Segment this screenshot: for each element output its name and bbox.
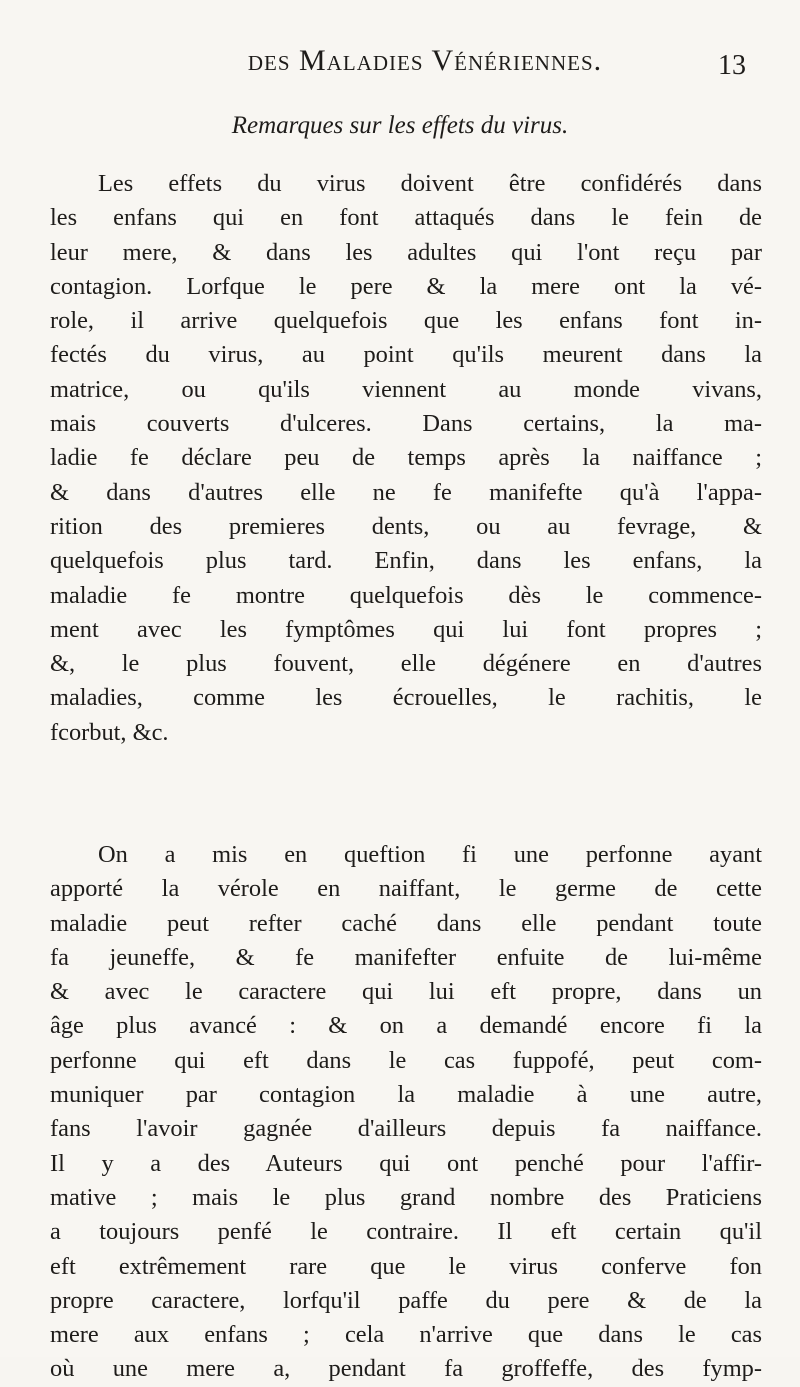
text-line: eft extrêmement rare que le virus conferve fon (50, 1252, 762, 1280)
text-line: fa jeuneffe, & fe manifefter enfuite de lui-même (50, 943, 762, 971)
text-line: quelquefois plus tard. Enfin, dans les enfans, la (50, 547, 762, 575)
text-line: mais couverts d'ulceres. Dans certains, la ma- (50, 410, 762, 438)
text-line: & dans d'autres elle ne fe manifefte qu'à l'appa- (50, 478, 762, 506)
text-line: On a mis en queftion fi une perfonne ayant (98, 841, 762, 868)
text-line: maladie peut refter caché dans elle pendant toute (50, 909, 762, 937)
text-line: matrice, ou qu'ils viennent au monde vivans, (50, 375, 762, 403)
text-line: maladies, comme les écrouelles, le rachitis, le (50, 684, 762, 712)
text-line: fans l'avoir gagnée d'ailleurs depuis fa naiffance. (50, 1115, 762, 1143)
text-line: a toujours penfé le contraire. Il eft certain qu'il (50, 1218, 762, 1246)
running-header: des Maladies Vénériennes. (247, 44, 603, 77)
text-line: role, il arrive quelquefois que les enfans font in- (50, 307, 762, 335)
text-line: perfonne qui eft dans le cas fuppofé, peut com- (50, 1046, 762, 1074)
text-line: rition des premieres dents, ou au fevrage, & (50, 512, 762, 540)
text-line: fectés du virus, au point qu'ils meurent dans la (50, 341, 762, 369)
paragraph-2 (50, 838, 762, 1387)
text-line: &, le plus fouvent, elle dégénere en d'autres (50, 650, 762, 678)
text-line: muniquer par contagion la maladie à une autre, (50, 1081, 762, 1109)
text-line: propre caractere, lorfqu'il paffe du pere & de la (50, 1286, 762, 1314)
text-line: apporté la vérole en naiffant, le germe de cette (50, 875, 762, 903)
text-line: où une mere a, pendant fa groffeffe, des fymp- (50, 1355, 762, 1383)
section-subtitle: Remarques sur les effets du virus. (231, 112, 569, 139)
text-line: & avec le caractere qui lui eft propre, dans un (50, 978, 762, 1006)
text-line: âge plus avancé : & on a demandé encore fi la (50, 1012, 762, 1040)
text-line: les enfans qui en font attaqués dans le fein de (50, 204, 762, 232)
text-line: mative ; mais le plus grand nombre des Praticiens (50, 1183, 762, 1211)
text-line: ladie fe déclare peu de temps après la naiffance ; (50, 444, 762, 472)
text-line: fcorbut, &c. (50, 718, 169, 746)
text-line: ment avec les fymptômes qui lui font propres ; (50, 615, 762, 643)
paragraph-1 (50, 167, 762, 750)
text-line: mere aux enfans ; cela n'arrive que dans le cas (50, 1321, 762, 1349)
text-line: contagion. Lorfque le pere & la mere ont la vé- (50, 272, 762, 300)
text-line: maladie fe montre quelquefois dès le commence- (50, 581, 762, 609)
page-number: 13 (718, 50, 746, 81)
text-line: Les effets du virus doivent être confidérés dans (98, 170, 762, 197)
text-line: leur mere, & dans les adultes qui l'ont reçu par (50, 238, 762, 266)
text-line: Il y a des Auteurs qui ont penché pour l'affir- (50, 1149, 762, 1177)
